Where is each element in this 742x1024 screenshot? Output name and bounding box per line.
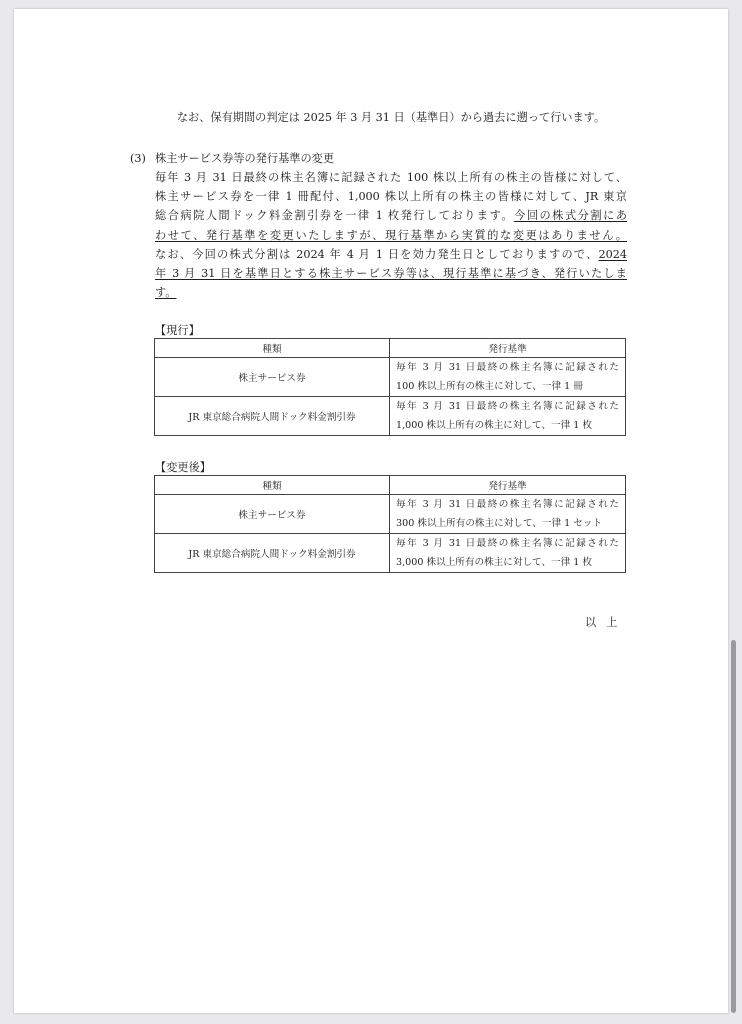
- table-header-row: [155, 476, 626, 495]
- underlined-text: わせて、発行基準を変更いたしますが、現行基準から実質的な変更はありません。: [155, 228, 627, 242]
- issuance-criteria: 毎年 3 月 31 日最終の株主名簿に記録された 3,000 株以上所有の株主に対して、一律 1 枚: [390, 534, 626, 573]
- underlined-text: す。: [155, 286, 177, 300]
- current-criteria-table: [154, 338, 626, 436]
- issuance-criteria: 毎年 3 月 31 日最終の株主名簿に記録された 300 株以上所有の株主に対して、一律 1 セット: [390, 495, 626, 534]
- body-line: 毎年 3 月 31 日最終の株主名簿に記録された 100 株以上所有の株主の皆様に対して、: [155, 171, 627, 184]
- body-line: [155, 264, 627, 283]
- underlined-text: 今回の株式分割にあ: [514, 209, 627, 223]
- holding-period-note: なお、保有期間の判定は 2025 年 3 月 31 日（基準日）から過去に遡って行います。: [176, 111, 606, 124]
- table-row: [155, 397, 626, 436]
- underlined-text: 年 3 月 31 日を基準日とする株主サービス券等は、現行基準に基づき、発行いたしま: [155, 267, 627, 281]
- body-line: 株主サービス券を一律 1 冊配付、1,000 株以上所有の株主の皆様に対して、JR 東京: [155, 190, 627, 204]
- header-type: 種類: [155, 339, 390, 358]
- underlined-text: 2024: [598, 247, 627, 261]
- body-line: [155, 226, 627, 245]
- section-title: 株主サービス券等の発行基準の変更: [155, 152, 335, 165]
- table-header-row: [155, 339, 626, 358]
- header-criteria: 発行基準: [390, 476, 626, 495]
- ticket-type: JR 東京総合病院人間ドック料金割引券: [155, 397, 390, 436]
- closing-mark: 以上: [585, 616, 628, 629]
- body-line: なお、今回の株式分割は 2024 年 4 月 1 日を効力発生日としておりますので、2024: [155, 247, 627, 261]
- current-table-label: 【現行】: [155, 324, 200, 337]
- ticket-type: 株主サービス券: [155, 358, 390, 397]
- section-number: (3): [130, 152, 146, 165]
- table-row: [155, 495, 626, 534]
- ticket-type: 株主サービス券: [155, 495, 390, 534]
- table-row: [155, 358, 626, 397]
- issuance-criteria: 毎年 3 月 31 日最終の株主名簿に記録された 100 株以上所有の株主に対して、一律 1 冊: [390, 358, 626, 397]
- table-row: [155, 534, 626, 573]
- revised-table-label: 【変更後】: [155, 461, 211, 474]
- body-line: [155, 283, 627, 302]
- header-type: 種類: [155, 476, 390, 495]
- issuance-criteria: 毎年 3 月 31 日最終の株主名簿に記録された 1,000 株以上所有の株主に対して、一律 1 枚: [390, 397, 626, 436]
- revised-criteria-table: [154, 475, 626, 573]
- section-body: [155, 168, 627, 302]
- body-line: 総合病院人間ドック料金割引券を一律 1 枚発行しております。今回の株式分割にあ: [155, 209, 627, 223]
- header-criteria: 発行基準: [390, 339, 626, 358]
- scrollbar-thumb[interactable]: [731, 640, 736, 1013]
- ticket-type: JR 東京総合病院人間ドック料金割引券: [155, 534, 390, 573]
